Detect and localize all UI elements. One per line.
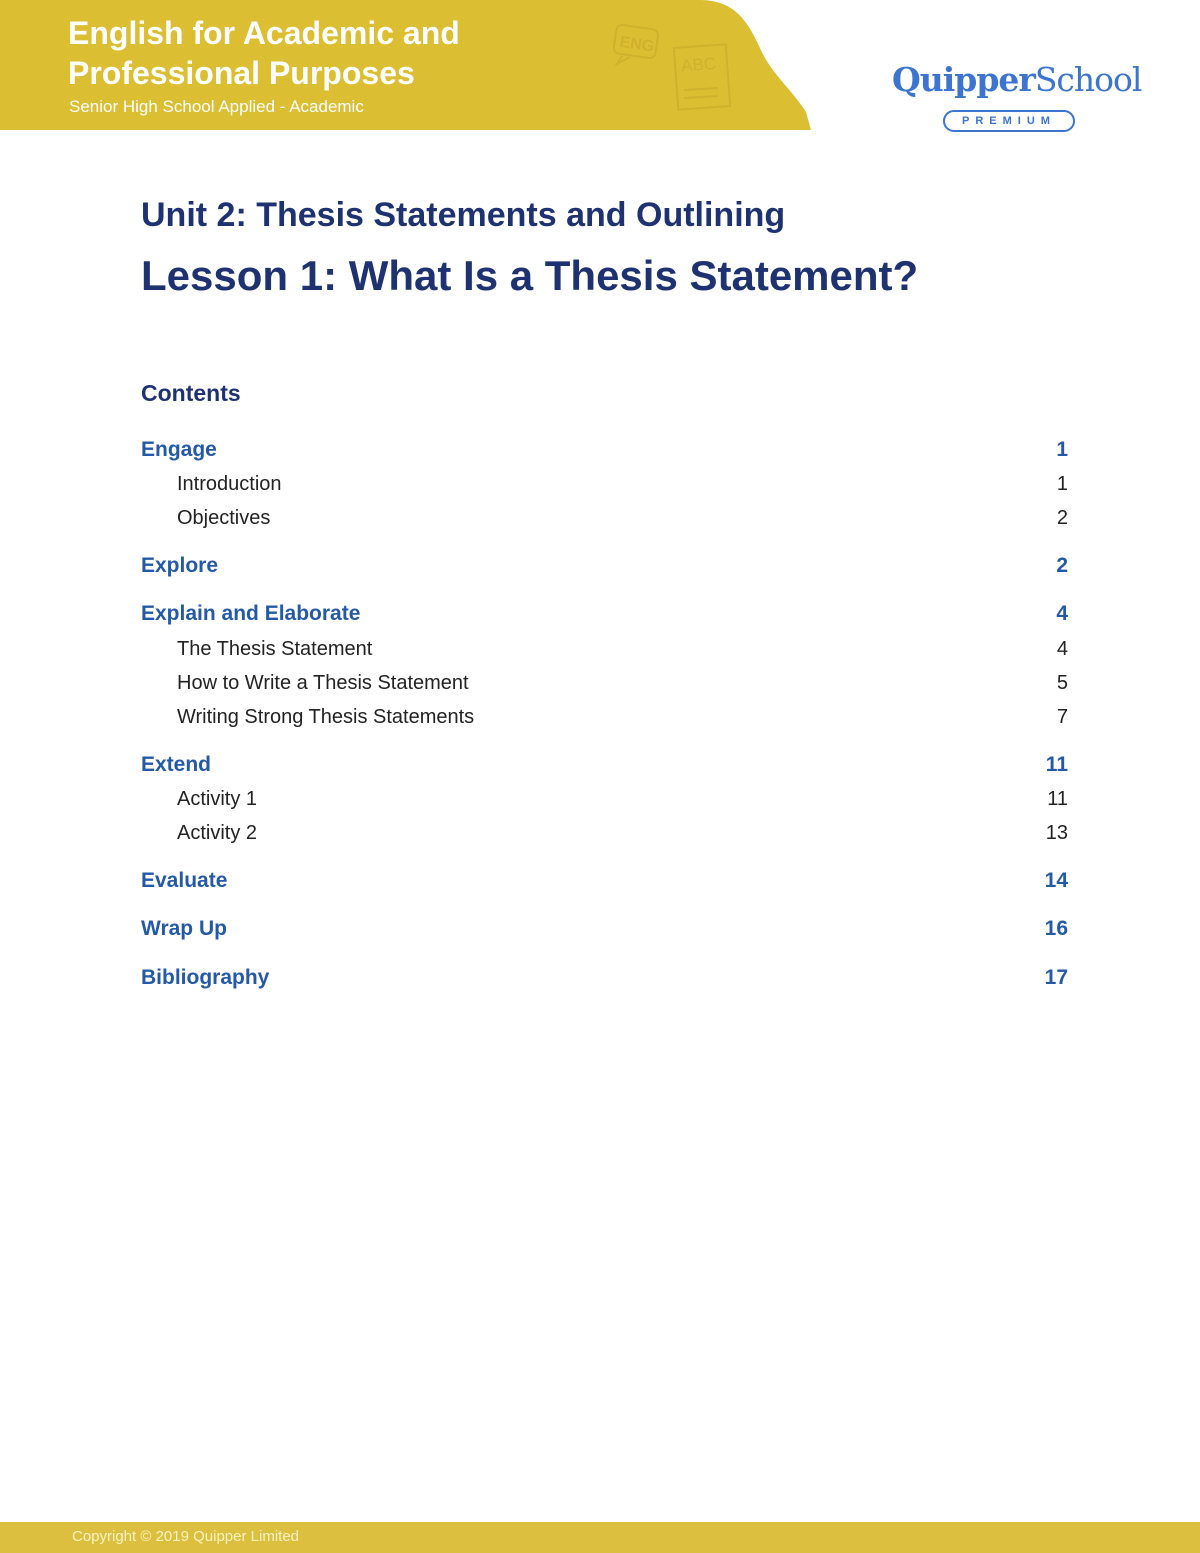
toc-label: Bibliography (141, 966, 270, 989)
logo-name-light: School (1034, 60, 1142, 99)
toc-label: Explain and Elaborate (141, 602, 361, 625)
toc-label: Explore (141, 554, 219, 577)
copyright-text: Copyright © 2019 Quipper Limited (72, 1528, 300, 1545)
quipper-school-logo (892, 58, 1142, 134)
toc-page-number: 13 (1045, 822, 1068, 844)
toc-entry-activity-2[interactable] (141, 818, 1068, 848)
lesson-title: Lesson 1: What Is a Thesis Statement? (141, 252, 919, 299)
toc-label: Activity 1 (177, 788, 258, 810)
toc-page-number: 2 (1056, 554, 1068, 577)
toc-entry-activity-1[interactable] (141, 784, 1068, 814)
toc-page-number: 16 (1044, 917, 1068, 940)
toc-entry-writing-strong-thesis-statements[interactable] (141, 702, 1068, 732)
toc-label: Writing Strong Thesis Statements (177, 706, 475, 728)
toc-entry-the-thesis-statement[interactable] (141, 634, 1068, 664)
toc-entry-bibliography[interactable] (141, 963, 1068, 993)
toc-page-number: 1 (1056, 438, 1068, 461)
toc-page-number: 1 (1056, 473, 1068, 495)
premium-badge: PREMIUM (943, 110, 1075, 132)
toc-label: Introduction (177, 473, 282, 495)
toc-label: Engage (141, 438, 217, 461)
unit-title: Unit 2: Thesis Statements and Outlining (141, 196, 786, 234)
toc-entry-explain-and-elaborate[interactable] (141, 599, 1068, 629)
toc-page-number: 11 (1047, 788, 1068, 810)
toc-page-number: 5 (1056, 672, 1068, 694)
svg-text:ABC: ABC (680, 54, 717, 76)
toc-page-number: 4 (1056, 638, 1068, 660)
toc-entry-wrap-up[interactable] (141, 914, 1068, 944)
logo-name-strong: Quipper (892, 60, 1035, 99)
toc-page-number: 14 (1044, 869, 1068, 892)
logo-wordmark (892, 58, 1141, 102)
toc-entry-objectives[interactable] (141, 503, 1068, 533)
toc-label: Extend (141, 753, 212, 776)
toc-entry-extend[interactable] (141, 750, 1068, 780)
toc-entry-explore[interactable] (141, 551, 1068, 581)
footer-bar (0, 1522, 1200, 1553)
toc-page-number: 2 (1056, 507, 1068, 529)
toc-page-number: 11 (1045, 753, 1068, 776)
toc-entry-evaluate[interactable] (141, 866, 1068, 896)
toc-label: Activity 2 (177, 822, 258, 844)
course-subtitle: Senior High School Applied - Academic (69, 97, 364, 116)
toc-page-number: 4 (1056, 602, 1068, 625)
toc-label: The Thesis Statement (177, 638, 373, 660)
toc-page-number: 17 (1044, 966, 1068, 989)
contents-heading: Contents (141, 380, 241, 406)
toc-label: Objectives (177, 507, 271, 529)
toc-entry-how-to-write-a-thesis-statement[interactable] (141, 668, 1068, 698)
course-title: English for Academic and Professional Purposes (68, 15, 460, 91)
toc-label: How to Write a Thesis Statement (177, 672, 469, 694)
toc-label: Evaluate (141, 869, 228, 892)
svg-text:ENG: ENG (618, 33, 656, 56)
toc-entry-introduction[interactable] (141, 469, 1068, 499)
toc-label: Wrap Up (141, 917, 227, 940)
toc-page-number: 7 (1056, 706, 1068, 728)
toc-entry-engage[interactable] (141, 435, 1068, 465)
